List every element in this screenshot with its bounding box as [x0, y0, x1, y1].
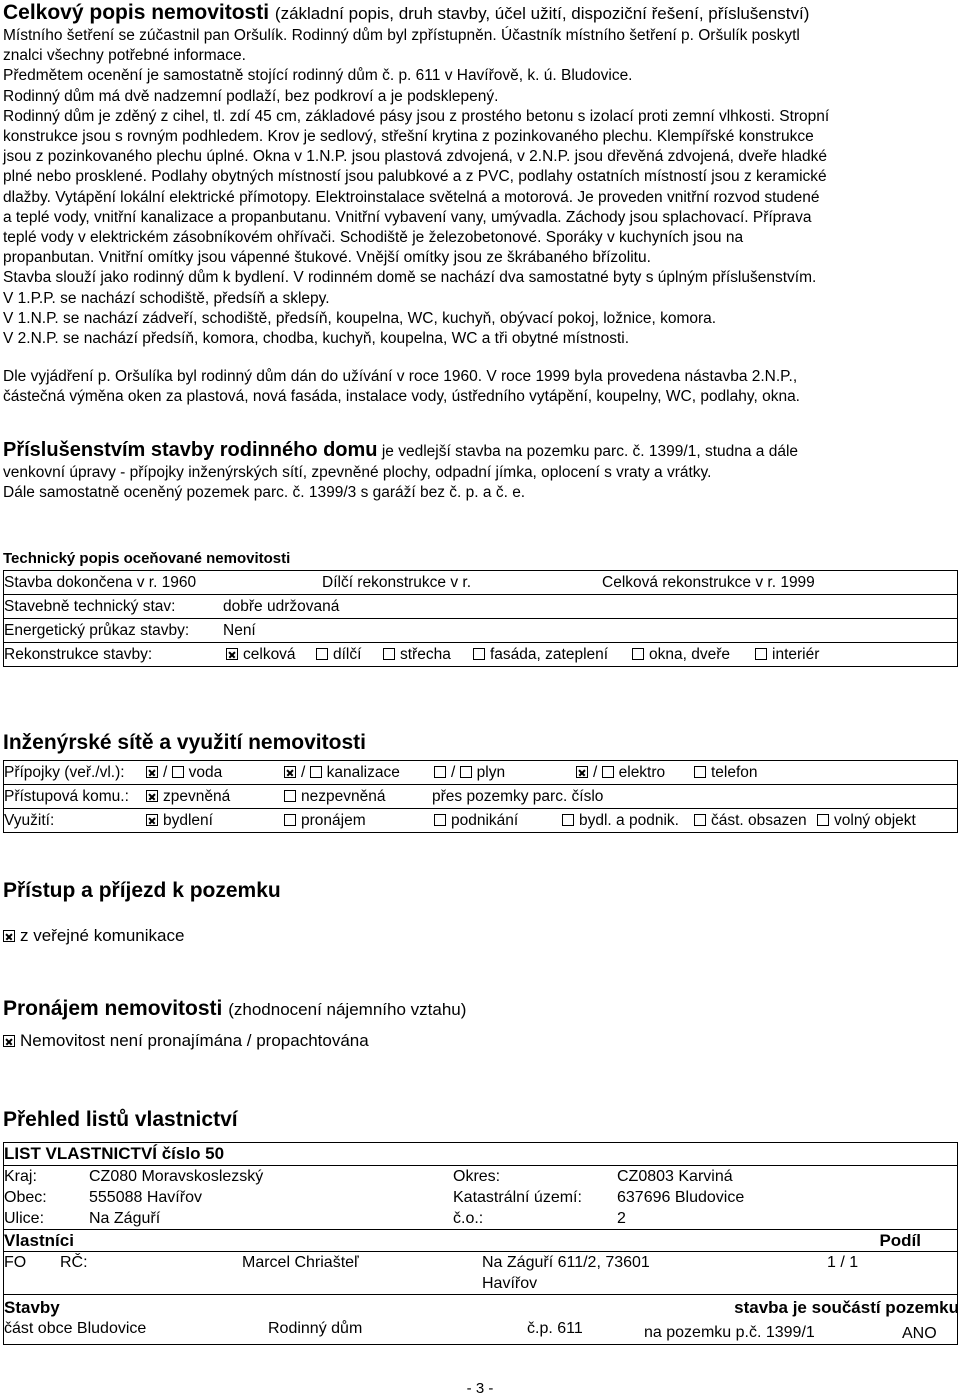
checkbox-icon — [284, 814, 296, 826]
lease-value: Nemovitost není pronajímána / propachtována — [3, 1030, 958, 1052]
checked-checkbox-icon — [3, 1035, 15, 1047]
description-line: V 1.P.P. se nachází schodiště, předsíň a sklepy. — [3, 289, 330, 307]
energy-value: Není — [223, 622, 256, 639]
checkbox-icon — [460, 766, 472, 778]
checkbox-icon — [434, 814, 446, 826]
technical-state-row — [4, 595, 957, 619]
ownership-section — [3, 1107, 958, 1345]
checked-checkbox-icon — [226, 648, 238, 660]
description-line: dlažby. Vytápění lokální elektrické přímotopy. Elektroinstalace světelná a motorová. Je proveden vnitřní rozvod studené — [3, 188, 820, 206]
description-line: teplé vody v elektrickém zásobníkovém ohřívači. Schodiště je železobetonové. Sporáky v kuchyních jsou na — [3, 229, 744, 247]
lease-section — [3, 996, 958, 1052]
usage-living-business: bydl. a podnik. — [562, 809, 679, 832]
owner-row: FO RČ: Marcel Chriašteľ Na Záguří 611/2, 73601 1 / 1 — [4, 1254, 859, 1271]
usage-row — [4, 809, 957, 833]
connection-gas: / plyn — [434, 761, 505, 784]
state-label: Stavebně technický stav: — [4, 598, 176, 615]
checkbox-icon — [817, 814, 829, 826]
street-row: Ulice: Na Záguří č.o.: 2 — [4, 1208, 957, 1230]
connection-phone: telefon — [694, 761, 758, 784]
history-line: Dle vyjádření p. Oršulíka byl rodinný dům dán do užívání v roce 1960. V roce 1999 byla provedena nástavba 2.N.P., — [3, 368, 798, 386]
checked-checkbox-icon — [576, 766, 588, 778]
total-reconstruction: Celková rekonstrukce v r. 1999 — [602, 574, 815, 591]
accessories-paragraph — [3, 440, 955, 504]
connection-water: / voda — [146, 761, 222, 784]
construction-years-row — [4, 571, 957, 595]
owners-header-row: Vlastníci Podíl — [4, 1230, 957, 1252]
connection-electricity: / elektro — [576, 761, 665, 784]
usage-label: Využití: — [4, 812, 55, 829]
owner-share: 1 / 1 — [827, 1254, 859, 1271]
utilities-rows — [3, 760, 958, 833]
checkbox-icon — [694, 814, 706, 826]
buildings-header-row: Stavby stavba je součástí pozemku — [4, 1298, 959, 1317]
owner-address: Na Záguří 611/2, 73601 — [482, 1254, 650, 1271]
description-line: Stavba slouží jako rodinný dům k bydlení. V rodinném domě se nachází dva samostatné byty s úplným příslušenstvím. — [3, 269, 817, 287]
page-number: - 3 - — [466, 1380, 494, 1397]
checkbox-icon — [602, 766, 614, 778]
recon-option-roof: střecha — [383, 643, 451, 666]
description-line: V 1.N.P. se nachází zádveří, schodiště, předsíň, koupelna, WC, kuchyň, obývací pokoj, ložnice, komora. — [3, 309, 717, 327]
accessories-line: Dále samostatně oceněný pozemek parc. č. 1399/3 s garáží bez č. p. a č. e. — [3, 484, 526, 501]
connections-row — [4, 761, 957, 785]
recon-option-interior: interiér — [755, 643, 819, 666]
access-section — [3, 878, 958, 947]
checkbox-icon — [316, 648, 328, 660]
region-row: Kraj: CZ080 Moravskoslezský Okres: CZ0803 Karviná — [4, 1168, 733, 1185]
accessories-heading: Příslušenstvím stavby rodinného domu — [3, 439, 378, 461]
built-year: Stavba dokončena v r. 1960 — [4, 574, 197, 591]
section-title-description: Celkový popis nemovitosti (základní popis, druh stavby, účel užití, dispoziční řešení, příslušenství) — [3, 1, 810, 24]
checked-checkbox-icon — [284, 766, 296, 778]
state-value: dobře udržovaná — [223, 598, 340, 615]
road-row — [4, 785, 957, 809]
description-line: Místního šetření se zúčastnil pan Oršulík. Rodinný dům byl zpřístupněn. Účastník místního šetření p. Oršulík poskytl — [3, 27, 800, 44]
section-title-ownership: Přehled listů vlastnictví — [3, 1108, 238, 1131]
partial-reconstruction: Dílčí rekonstrukce v r. — [322, 574, 472, 591]
building-row: část obce Bludovice Rodinný dům č.p. 611 na pozemku p.č. 1399/1 ANO — [4, 1318, 957, 1345]
section-title-utilities: Inženýrské sítě a využití nemovitosti — [3, 731, 366, 754]
description-line: konstrukce jsou s rovným podhledem. Krov je sedlový, střešní krytina z pozinkovaného plechu. Klempířské konstrukce — [3, 128, 814, 146]
recon-option-facade: fasáda, zateplení — [473, 643, 608, 666]
description-line: jsou z pozinkovaného plechu úplné. Okna v 1.N.P. jsou plastová zdvojená, v 2.N.P. jsou dřevěná zdvojená, dveře hladké — [3, 148, 828, 166]
checked-checkbox-icon — [146, 766, 158, 778]
checkbox-icon — [694, 766, 706, 778]
checkbox-icon — [755, 648, 767, 660]
reconstruction-label: Rekonstrukce stavby: — [4, 646, 153, 663]
section-title-lease: Pronájem nemovitosti (zhodnocení nájemního vztahu) — [3, 997, 467, 1020]
municipality-row: Obec: 555088 Havířov Katastrální území: 637696 Bludovice — [4, 1189, 745, 1206]
description-line: plné nebo prosklené. Podlahy obytných místností jsou palubkové a z PVC, podlahy ostatních místností jsou z keramické — [3, 168, 827, 186]
checkbox-icon — [383, 648, 395, 660]
checked-checkbox-icon — [146, 814, 158, 826]
recon-option-windows: okna, dveře — [632, 643, 730, 666]
road-label: Přístupová komu.: — [4, 788, 129, 805]
connections-label: Přípojky (veř./vl.): — [4, 764, 125, 781]
energy-label: Energetický průkaz stavby: — [4, 622, 190, 639]
checked-checkbox-icon — [3, 930, 15, 942]
description-line: V 2.N.P. se nachází předsíň, komora, chodba, kuchyň, koupelna, WC a tři obytné místnosti. — [3, 330, 630, 348]
access-value: z veřejné komunikace — [3, 925, 958, 947]
usage-rent: pronájem — [284, 809, 366, 832]
connection-sewer: / kanalizace — [284, 761, 400, 784]
ownership-sheet — [3, 1142, 958, 1345]
checkbox-icon — [434, 766, 446, 778]
description-line: Rodinný dům má dvě nadzemní podlaží, bez podkroví a je podsklepený. — [3, 87, 499, 105]
recon-option-total: celková — [226, 643, 296, 666]
utilities-section — [3, 730, 958, 833]
recon-option-partial: dílčí — [316, 643, 361, 666]
description-text — [3, 26, 955, 408]
owner-name: Marcel Chriašteľ — [242, 1254, 359, 1271]
road-unpaved: nezpevněná — [284, 785, 385, 808]
description-line: Rodinný dům je zděný z cihel, tl. zdí 45 cm, základové pásy jsou z prostého betonu s izolací proti zemní vlhkosti. Stropní — [3, 107, 830, 125]
checkbox-icon — [284, 790, 296, 802]
ownership-sheet-title: LIST VLASTNICTVÍ číslo 50 — [4, 1143, 957, 1166]
general-description-section — [3, 0, 955, 408]
technical-rows — [3, 571, 958, 667]
section-subtitle-description: (základní popis, druh stavby, účel užití, dispoziční řešení, příslušenství) — [274, 4, 810, 23]
technical-description-table — [3, 548, 958, 667]
checkbox-icon — [562, 814, 574, 826]
checked-checkbox-icon — [146, 790, 158, 802]
description-line: propanbutan. Vnitřní omítky jsou vápenné štukové. Vnější omítky jsou ze škrábaného břízolitu. — [3, 249, 651, 267]
checkbox-icon — [632, 648, 644, 660]
description-line: Předmětem ocenění je samostatně stojící rodinný dům č. p. 611 v Havířově, k. ú. Bludovice. — [3, 67, 633, 85]
history-line: částečná výměna oken za plastová, nová fasáda, instalace vody, ústředního vytápění, koupelny, WC, podlahy, okna. — [3, 388, 800, 406]
checkbox-icon — [310, 766, 322, 778]
description-line: a teplé vody, vnitřní kanalizace a propanbutanu. Vnitřní vybavení vany, umývadla. Záchody jsou splachovací. Příprava — [3, 208, 812, 226]
accessories-line: venkovní úpravy - přípojky inženýrských sítí, zpevněné plochy, odpadní jímka, oplocení s vraty a vrátky. — [3, 463, 712, 481]
accessories-line: Příslušenstvím stavby rodinného domu je vedlejší stavba na pozemku parc. č. 1399/1, studna a dále — [3, 439, 799, 461]
road-via-parcels: přes pozemky parc. číslo — [432, 788, 604, 805]
checkbox-icon — [473, 648, 485, 660]
technical-title: Technický popis oceňované nemovitosti — [3, 548, 958, 571]
section-title-access: Přístup a příjezd k pozemku — [3, 879, 281, 902]
usage-living: bydlení — [146, 809, 213, 832]
usage-partly-occupied: část. obsazen — [694, 809, 807, 832]
description-line: znalci všechny potřebné informace. — [3, 47, 246, 65]
checkbox-icon — [172, 766, 184, 778]
usage-business: podnikání — [434, 809, 518, 832]
energy-row — [4, 619, 957, 643]
owner-row-cont: Havířov — [4, 1273, 957, 1295]
usage-vacant: volný objekt — [817, 809, 916, 832]
reconstruction-row — [4, 643, 957, 667]
road-paved: zpevněná — [146, 785, 230, 808]
